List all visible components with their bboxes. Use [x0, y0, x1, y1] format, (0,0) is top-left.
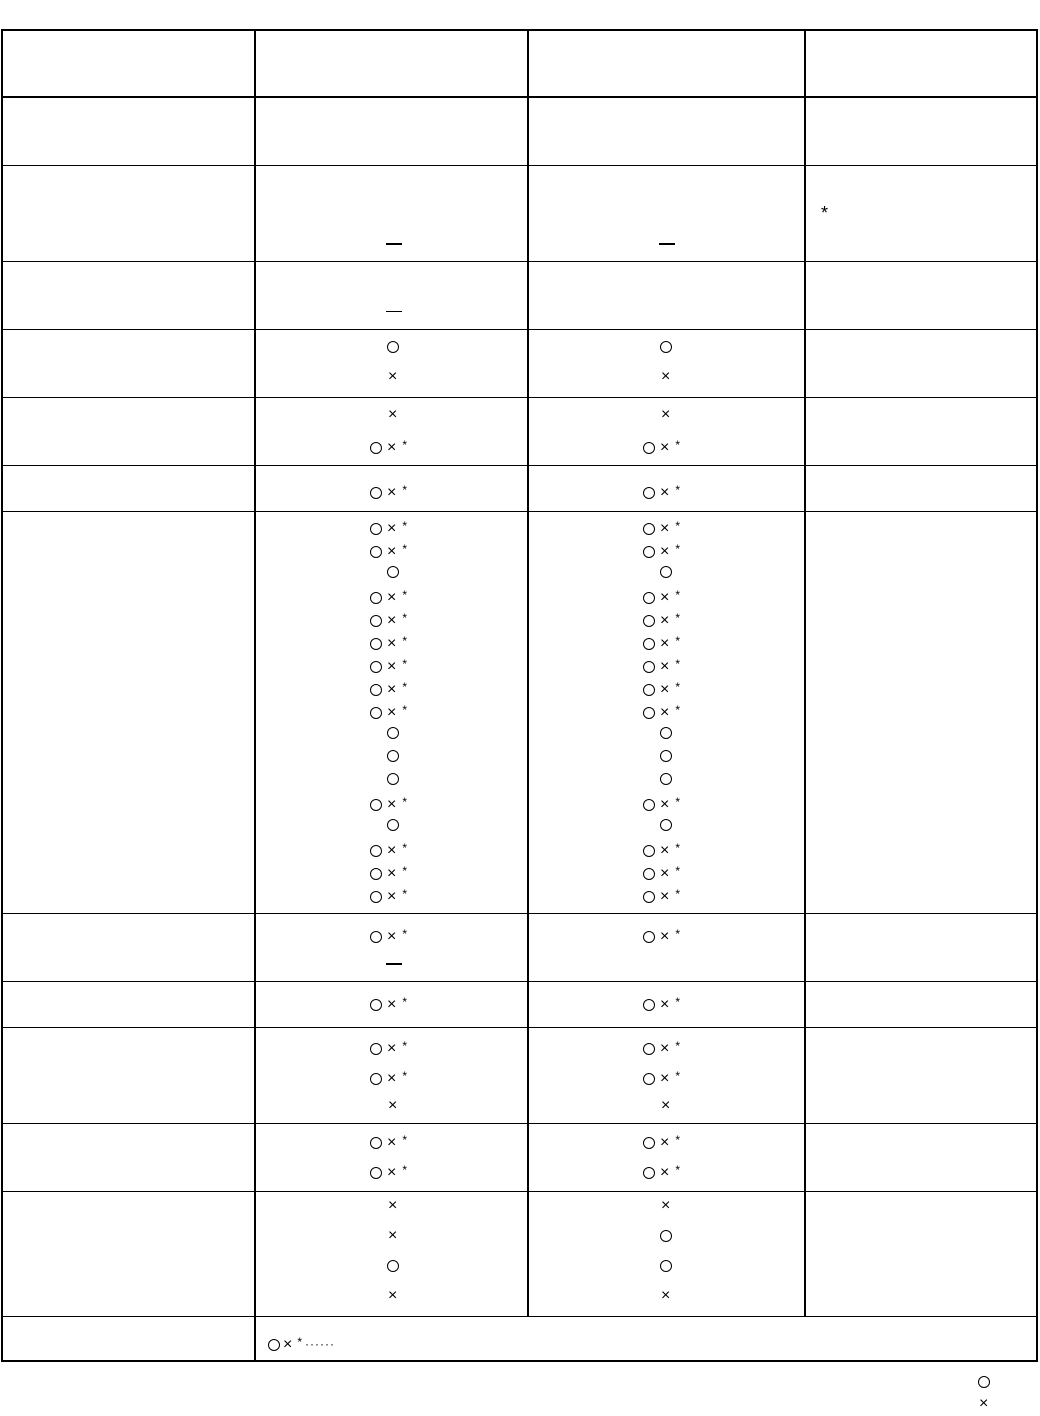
symbol-entry: [661, 406, 670, 424]
star-mark: *: [675, 995, 681, 1009]
circle-mark: [643, 1073, 655, 1085]
star-mark: *: [675, 1163, 681, 1177]
cross-mark: ×: [387, 681, 397, 698]
symbol-entry: [370, 586, 407, 607]
column-divider-1: [254, 29, 256, 1362]
symbol-entry: [643, 678, 680, 699]
symbol-entry: [660, 338, 672, 356]
dash-mark: [386, 243, 402, 245]
symbol-entry: [387, 338, 399, 356]
symbol-entry: [643, 793, 680, 814]
circle-mark: [643, 868, 655, 880]
cross-mark: ×: [660, 658, 670, 675]
star-mark: *: [402, 483, 408, 497]
cross-mark: ×: [660, 888, 670, 905]
cross-mark: ×: [387, 439, 397, 456]
dots-leader: ······: [305, 1337, 335, 1351]
cross-mark: ×: [660, 439, 670, 456]
circle-mark: [370, 845, 382, 857]
star-mark: *: [675, 611, 681, 625]
cross-mark: ×: [387, 928, 397, 945]
cross-mark: ×: [660, 1164, 670, 1181]
row-divider-10: [1, 1123, 1037, 1124]
star-mark: *: [675, 841, 681, 855]
circle-mark: [370, 592, 382, 604]
symbol-entry: [660, 747, 672, 765]
circle-mark: [643, 1167, 655, 1179]
symbol-entry: [370, 701, 407, 722]
circle-mark: [643, 931, 655, 943]
symbol-entry: [643, 517, 680, 538]
row-divider-5: [1, 465, 1037, 466]
symbol-entry: [370, 839, 407, 860]
symbol-entry: [370, 1131, 407, 1152]
star-mark: *: [402, 795, 408, 809]
symbol-entry: [370, 540, 407, 561]
cross-mark: ×: [387, 484, 397, 501]
circle-mark: [387, 341, 399, 353]
circle-mark: [370, 1073, 382, 1085]
symbol-entry: [370, 925, 407, 946]
cross-mark: ×: [387, 842, 397, 859]
star-mark: *: [297, 1335, 303, 1349]
star-mark: *: [675, 634, 681, 648]
circle-mark: [370, 661, 382, 673]
symbol-entry: [388, 368, 397, 386]
symbol-entry: [643, 655, 680, 676]
row-divider-1: [1, 165, 1037, 166]
circle-mark: [370, 487, 382, 499]
star-mark: *: [402, 519, 408, 533]
cross-mark: ×: [660, 1040, 670, 1057]
cross-mark: ×: [660, 1070, 670, 1087]
circle-mark: [370, 931, 382, 943]
star-mark: *: [402, 841, 408, 855]
symbol-entry: [660, 770, 672, 788]
cross-mark: ×: [388, 1227, 398, 1244]
symbol-entry: [387, 724, 399, 742]
circle-mark: [370, 999, 382, 1011]
symbol-entry: [370, 517, 407, 538]
cross-mark: ×: [388, 1287, 398, 1304]
symbol-entry: [388, 1097, 397, 1115]
star-mark: *: [675, 542, 681, 556]
symbol-entry: [661, 368, 670, 386]
cross-mark: ×: [388, 1197, 398, 1214]
star-mark: *: [402, 542, 408, 556]
star-mark: *: [675, 1133, 681, 1147]
circle-mark: [370, 684, 382, 696]
star-mark: *: [402, 864, 408, 878]
cross-mark: ×: [387, 1134, 397, 1151]
circle-mark: [370, 707, 382, 719]
row-divider-9: [1, 1027, 1037, 1028]
symbol-entry: [370, 655, 407, 676]
circle-mark: [660, 1260, 672, 1272]
star-mark: *: [675, 1039, 681, 1053]
symbol-entry: [643, 586, 680, 607]
star-mark: *: [402, 1069, 408, 1083]
symbol-entry: [388, 406, 397, 424]
star-mark: *: [675, 887, 681, 901]
circle-mark: [660, 773, 672, 785]
circle-mark: [370, 891, 382, 903]
star-mark: *: [402, 1039, 408, 1053]
circle-mark: [643, 546, 655, 558]
circle-mark: [660, 727, 672, 739]
circle-mark: [643, 845, 655, 857]
row-divider-4: [1, 397, 1037, 398]
cross-mark: ×: [660, 543, 670, 560]
cross-mark: ×: [660, 635, 670, 652]
symbol-entry: [643, 481, 680, 502]
circle-mark: [660, 566, 672, 578]
cross-mark: ×: [661, 406, 671, 423]
symbol-entry: [388, 1197, 397, 1215]
circle-mark: [387, 819, 399, 831]
cross-mark: ×: [660, 796, 670, 813]
star-mark: *: [821, 203, 829, 223]
star-mark: *: [402, 657, 408, 671]
symbol-entry: [660, 1227, 672, 1245]
cross-mark: ×: [660, 842, 670, 859]
cross-mark: ×: [661, 1287, 671, 1304]
cross-mark: ×: [387, 589, 397, 606]
circle-mark: [268, 1339, 280, 1351]
circle-mark: [643, 523, 655, 535]
symbol-entry: [370, 678, 407, 699]
star-mark: *: [675, 795, 681, 809]
circle-mark: [370, 523, 382, 535]
symbol-entry: [387, 747, 399, 765]
legend-row: [268, 1333, 335, 1354]
star-mark: *: [402, 927, 408, 941]
symbol-entry: [388, 1227, 397, 1245]
symbol-entry: [661, 1097, 670, 1115]
cross-mark: ×: [387, 520, 397, 537]
symbol-entry: [660, 816, 672, 834]
star-mark: *: [402, 887, 408, 901]
circle-mark: [370, 615, 382, 627]
cross-mark: ×: [660, 928, 670, 945]
dash-mark: [386, 963, 402, 965]
row-divider-7: [1, 913, 1037, 914]
symbol-entry: [388, 1287, 397, 1305]
cross-mark: ×: [387, 1164, 397, 1181]
circle-mark: [387, 1260, 399, 1272]
cross-mark: ×: [660, 996, 670, 1013]
cross-mark: ×: [387, 1070, 397, 1087]
footer-legend-cross: [979, 1395, 988, 1413]
table-border-bottom: [1, 1360, 1037, 1362]
symbol-entry: [370, 1037, 407, 1058]
circle-mark: [643, 487, 655, 499]
cross-mark: ×: [387, 704, 397, 721]
circle-mark: [643, 1043, 655, 1055]
circle-mark: [643, 999, 655, 1011]
cross-mark: ×: [660, 484, 670, 501]
star-mark: *: [402, 588, 408, 602]
symbol-entry: [643, 1067, 680, 1088]
cross-mark: ×: [979, 1395, 989, 1412]
symbol-entry: [370, 885, 407, 906]
cross-mark: ×: [388, 368, 398, 385]
cross-mark: ×: [387, 796, 397, 813]
cross-mark: ×: [660, 704, 670, 721]
star-mark: *: [675, 864, 681, 878]
star-mark: *: [675, 483, 681, 497]
cross-mark: ×: [661, 368, 671, 385]
cross-mark: ×: [387, 543, 397, 560]
star-mark: *: [675, 438, 681, 452]
table-border-top: [1, 29, 1037, 31]
footer-legend-circle: [978, 1373, 990, 1391]
row-divider-6: [1, 511, 1037, 512]
symbol-entry: [643, 862, 680, 883]
star-mark: *: [402, 611, 408, 625]
symbol-entry: [643, 885, 680, 906]
circle-mark: [370, 1167, 382, 1179]
cross-mark: ×: [388, 406, 398, 423]
row-divider-12: [1, 1316, 1037, 1317]
symbol-entry: [660, 724, 672, 742]
cross-mark: ×: [387, 865, 397, 882]
dash-mark: [386, 311, 402, 312]
table-border-left: [1, 29, 3, 1362]
symbol-entry: [370, 993, 407, 1014]
cross-mark: ×: [387, 612, 397, 629]
circle-mark: [660, 819, 672, 831]
cross-mark: ×: [388, 1097, 398, 1114]
cross-mark: ×: [387, 635, 397, 652]
circle-mark: [370, 1043, 382, 1055]
star-mark: *: [675, 703, 681, 717]
cross-mark: ×: [387, 658, 397, 675]
circle-mark: [643, 707, 655, 719]
circle-mark: [643, 592, 655, 604]
symbol-entry: [370, 862, 407, 883]
cross-mark: ×: [661, 1097, 671, 1114]
star-mark: *: [402, 680, 408, 694]
row-divider-8: [1, 981, 1037, 982]
symbol-entry: [643, 1037, 680, 1058]
circle-mark: [643, 684, 655, 696]
star-mark: *: [675, 1069, 681, 1083]
cross-mark: ×: [387, 996, 397, 1013]
circle-mark: [370, 1137, 382, 1149]
circle-mark: [978, 1376, 990, 1388]
star-mark: *: [675, 519, 681, 533]
symbol-entry: [643, 1161, 680, 1182]
symbol-entry: [643, 993, 680, 1014]
circle-mark: [387, 750, 399, 762]
star-mark: *: [402, 1133, 408, 1147]
cross-mark: ×: [660, 681, 670, 698]
circle-mark: [643, 638, 655, 650]
symbol-entry: [661, 1287, 670, 1305]
circle-mark: [643, 661, 655, 673]
circle-mark: [660, 1230, 672, 1242]
symbol-entry: [387, 770, 399, 788]
cross-mark: ×: [661, 1197, 671, 1214]
circle-mark: [643, 891, 655, 903]
row-divider-3: [1, 329, 1037, 330]
symbol-entry: [643, 436, 680, 457]
symbol-entry: [643, 540, 680, 561]
cross-mark: ×: [660, 1134, 670, 1151]
symbol-entry: [370, 609, 407, 630]
symbol-entry: [660, 563, 672, 581]
cross-mark: ×: [660, 612, 670, 629]
table-border-right: [1036, 29, 1038, 1362]
symbol-entry: [387, 563, 399, 581]
cross-mark: ×: [660, 520, 670, 537]
symbol-entry: [643, 609, 680, 630]
circle-mark: [370, 638, 382, 650]
symbol-entry: [370, 793, 407, 814]
symbol-entry: [387, 816, 399, 834]
symbol-entry: [370, 481, 407, 502]
star-mark: *: [675, 927, 681, 941]
circle-mark: [643, 615, 655, 627]
circle-mark: [370, 868, 382, 880]
symbol-entry: [370, 632, 407, 653]
circle-mark: [660, 750, 672, 762]
cross-mark: ×: [660, 865, 670, 882]
symbol-entry: [643, 925, 680, 946]
row-divider-11: [1, 1191, 1037, 1192]
symbol-entry: [643, 632, 680, 653]
symbol-entry: [643, 1131, 680, 1152]
star-mark: *: [402, 634, 408, 648]
cross-mark: ×: [387, 1040, 397, 1057]
dash-mark: [659, 243, 675, 245]
circle-mark: [370, 799, 382, 811]
circle-mark: [660, 341, 672, 353]
symbol-entry: [370, 1161, 407, 1182]
cross-mark: ×: [283, 1336, 293, 1353]
circle-mark: [387, 566, 399, 578]
circle-mark: [643, 1137, 655, 1149]
circle-mark: [643, 799, 655, 811]
star-mark: *: [402, 703, 408, 717]
circle-mark: [370, 546, 382, 558]
symbol-entry: [370, 436, 407, 457]
star-mark: *: [675, 588, 681, 602]
symbol-entry: [643, 701, 680, 722]
symbol-entry: [643, 839, 680, 860]
circle-mark: [643, 442, 655, 454]
circle-mark: [387, 727, 399, 739]
star-mark: *: [402, 438, 408, 452]
star-mark: *: [402, 1163, 408, 1177]
symbol-entry: [661, 1197, 670, 1215]
cross-mark: ×: [660, 589, 670, 606]
symbol-entry: [370, 1067, 407, 1088]
row-divider-header: [1, 96, 1037, 98]
row-divider-2: [1, 261, 1037, 262]
star-mark: *: [675, 680, 681, 694]
circle-mark: [387, 773, 399, 785]
cross-mark: ×: [387, 888, 397, 905]
star-mark: *: [675, 657, 681, 671]
circle-mark: [370, 442, 382, 454]
symbol-entry: [660, 1257, 672, 1275]
star-mark: *: [402, 995, 408, 1009]
symbol-entry: [387, 1257, 399, 1275]
